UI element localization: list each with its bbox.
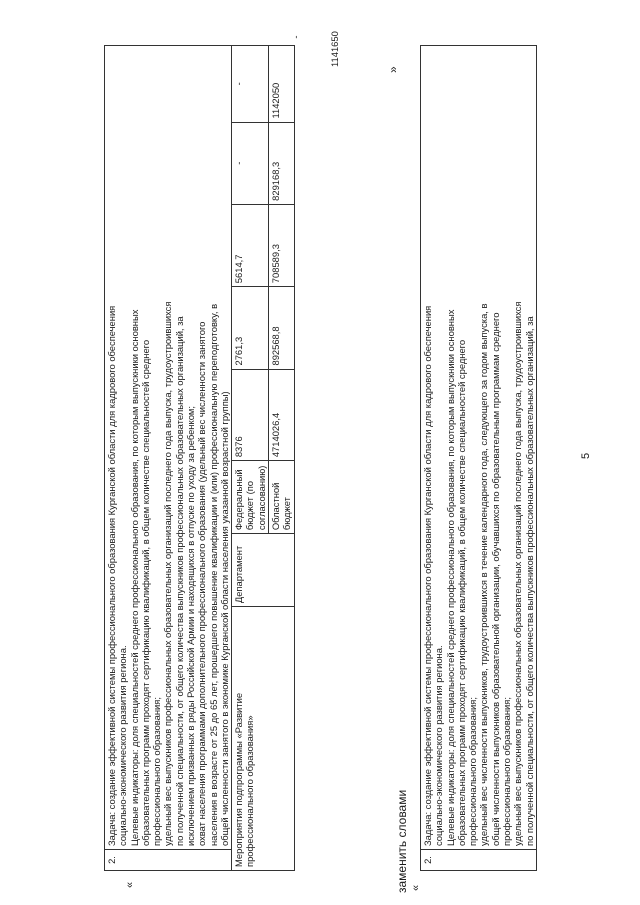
closing-quote: » [386,66,400,73]
text-line: по полученной специальности, от общего количества выпускников профессиональных образовательных организаций, за [523,316,535,846]
text-line: Целевые индикаторы: доля специальностей среднего профессионального образования, по которым выпускники основных [128,309,140,846]
text-line: по полученной специальности, от общего количества выпускников профессиональных образовательных организаций, за [173,316,185,846]
value-cell: 8376 [232,369,269,461]
value-cell: 4714026,4 [268,369,294,461]
value-cell: 892568,8 [268,287,294,369]
executor-cell: Департамент [232,534,294,607]
text-line: общей численности выпускников образовательной организации, обучавшихся по образовательным программам среднего [489,312,501,846]
text-line: профессионального образования; [500,697,512,846]
extra-values [290,7,340,67]
opening-quote-1: « [124,881,136,888]
financing-row [232,46,269,871]
row-number: 2. [105,850,232,871]
text-line: общей численности занятого в экономике Курганской области населения указанной возрастной группы) [218,391,230,846]
text-line: социально-экономического развития региона. [433,645,445,846]
text-line: исключением призванных в ряды Российской Армии и находящихся в отпуске по уходу за ребенком; [184,406,196,846]
value-cell: 1142050 [268,46,294,123]
value-cell: 1141650 [329,31,340,67]
text-line: Задача: создание эффективной системы профессионального образования Курганской области для кадрового обеспечения [106,305,117,846]
text-line: охват населения программами дополнительного профессионального образования (удельный вес численности занятого [196,321,208,846]
funding-source: Областной бюджет [268,461,294,534]
program-table-original [104,45,295,871]
text-line: Задача: создание эффективной системы профессионального образования Курганской области для кадрового обеспечения [422,305,433,846]
value-cell: 708589,3 [268,204,294,286]
text-line: социально-экономического развития региона. [117,645,129,846]
text-line: профессионального образования; [467,697,479,846]
value-cell: 829168,3 [268,122,294,204]
row-number: 2. [421,850,537,871]
text-line: Целевые индикаторы: доля специальностей среднего профессионального образования, по которым выпускники основных [444,309,456,846]
text-line: удельный вес выпускников профессиональных образовательных организаций последнего года выпуска, трудоустроившихся [512,301,524,846]
value-cell: 5614,7 [232,204,269,286]
text-line: населения в возрасте от 25 до 65 лет, прошедшего повышение квалификации и (или) профессиональную переподготовку, в [207,303,219,846]
value-cell: 2761,3 [232,287,269,369]
task-description [421,46,537,850]
task-description [105,46,232,850]
value-cell: - [232,122,269,204]
opening-quote-2: « [410,884,422,891]
value-cell: - [232,46,269,123]
text-line: удельный вес численности выпускников, трудоустроившихся в течение календарного года, следующего за годом выпуска, в [478,303,490,846]
task-row [421,46,537,871]
text-line: профессионального образования; [151,697,163,846]
value-cell: - [290,35,301,39]
task-row [105,46,232,871]
text-line: образовательных программ проходят сертификацию квалификаций, в общем количестве специальностей среднего [139,339,151,846]
text-line: образовательных программ проходят сертификацию квалификаций, в общем количестве специальностей среднего [455,339,467,846]
program-table-replacement [420,45,537,871]
text-line: удельный вес выпускников профессиональных образовательных организаций последнего года выпуска, трудоустроившихся [162,301,174,846]
activity-cell: Мероприятия подпрограммы «Развитие профессионального образования» [232,607,294,871]
page-number: 5 [580,452,592,459]
funding-source: Федеральный бюджет (по согласованию) [232,461,269,534]
replace-instruction: заменить словами [395,789,409,893]
